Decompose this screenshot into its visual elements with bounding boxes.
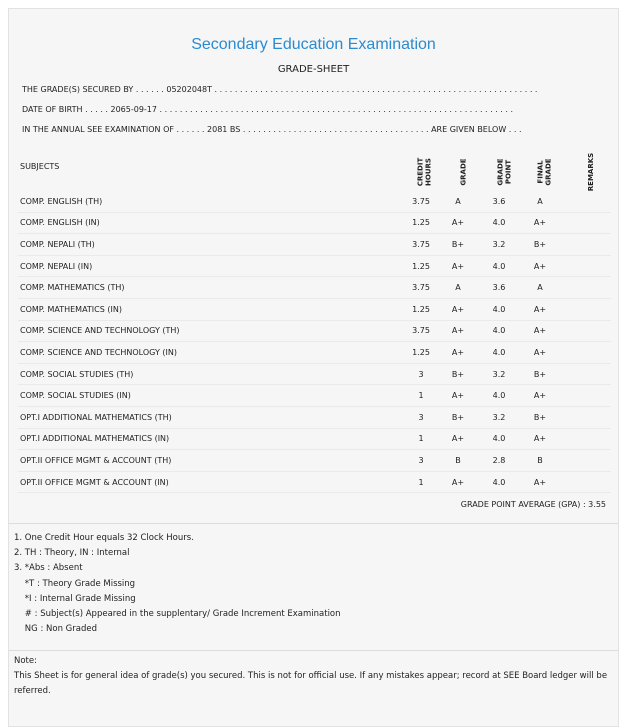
final-grade-cell: A <box>521 277 559 299</box>
table-row <box>18 385 611 407</box>
note-item: NG : Non Graded <box>14 624 97 635</box>
grades-table <box>18 191 611 493</box>
notes-list <box>14 531 341 637</box>
grade-point-cell: 4.0 <box>477 471 521 493</box>
grade-point-cell: 4.0 <box>477 298 521 320</box>
grade-cell: A <box>439 191 477 212</box>
subject-cell: COMP. SOCIAL STUDIES (TH) <box>18 363 403 385</box>
credit-hours-cell: 3.75 <box>403 191 439 212</box>
grade-cell: A+ <box>439 320 477 342</box>
table-row <box>18 406 611 428</box>
grade-cell: A+ <box>439 471 477 493</box>
page-title: Secondary Education Examination <box>191 36 436 53</box>
grade-point-cell: 3.2 <box>477 363 521 385</box>
credit-hours-cell: 1.25 <box>403 212 439 234</box>
table-row <box>18 298 611 320</box>
disclaimer <box>14 654 609 699</box>
grade-cell: A <box>439 277 477 299</box>
subject-cell: COMP. MATHEMATICS (TH) <box>18 277 403 299</box>
subject-cell: COMP. NEPALI (IN) <box>18 255 403 277</box>
grade-cell: A+ <box>439 298 477 320</box>
note-item: 2. TH : Theory, IN : Internal <box>14 548 130 559</box>
note-item: # : Subject(s) Appeared in the supplentary/ Grade Increment Examination <box>14 608 341 619</box>
grade-point-cell: 3.2 <box>477 234 521 256</box>
table-row <box>18 428 611 450</box>
final-grade-cell: B <box>521 450 559 472</box>
subject-cell: OPT.II OFFICE MGMT & ACCOUNT (IN) <box>18 471 403 493</box>
remarks-cell <box>559 406 611 428</box>
grade-point-cell: 4.0 <box>477 342 521 364</box>
final-grade-cell: A+ <box>521 385 559 407</box>
table-row <box>18 191 611 212</box>
remarks-cell <box>559 212 611 234</box>
subject-cell: OPT.I ADDITIONAL MATHEMATICS (TH) <box>18 406 403 428</box>
remarks-header: REMARKS <box>587 152 596 192</box>
remarks-cell <box>559 320 611 342</box>
grade-point-cell: 2.8 <box>477 450 521 472</box>
grade-header: GRADE <box>459 158 468 186</box>
remarks-cell <box>559 450 611 472</box>
final-grade-cell: B+ <box>521 363 559 385</box>
final-grade-cell: A+ <box>521 320 559 342</box>
gpa-value: GRADE POINT AVERAGE (GPA) : 3.55 <box>460 500 606 509</box>
remarks-cell <box>559 471 611 493</box>
credit-hours-cell: 3.75 <box>403 234 439 256</box>
subject-cell: OPT.II OFFICE MGMT & ACCOUNT (TH) <box>18 450 403 472</box>
grade-cell: B <box>439 450 477 472</box>
table-row <box>18 450 611 472</box>
grade-point-cell: 4.0 <box>477 320 521 342</box>
divider <box>9 523 618 524</box>
final-grade-cell: A+ <box>521 298 559 320</box>
subject-cell: COMP. SCIENCE AND TECHNOLOGY (TH) <box>18 320 403 342</box>
table-row <box>18 342 611 364</box>
sheet-subtitle: GRADE-SHEET <box>277 64 350 75</box>
remarks-cell <box>559 277 611 299</box>
table-row <box>18 471 611 493</box>
grade-cell: B+ <box>439 234 477 256</box>
grade-point-header: GRADE POINT <box>496 158 513 186</box>
final-grade-cell: A+ <box>521 428 559 450</box>
remarks-cell <box>559 363 611 385</box>
subject-cell: COMP. NEPALI (TH) <box>18 234 403 256</box>
exam-line: IN THE ANNUAL SEE EXAMINATION OF . . . . . . 2081 BS . . . . . . . . . . . . . . . . . . . . . . . . . . . . . . . . . . . . . ARE GIVEN BELOW . . . <box>22 125 522 134</box>
subject-cell: COMP. MATHEMATICS (IN) <box>18 298 403 320</box>
subject-cell: COMP. ENGLISH (TH) <box>18 191 403 212</box>
grade-cell: A+ <box>439 212 477 234</box>
credit-hours-cell: 3.75 <box>403 320 439 342</box>
credit-hours-cell: 1.25 <box>403 298 439 320</box>
grade-cell: A+ <box>439 385 477 407</box>
grade-cell: B+ <box>439 363 477 385</box>
grade-point-cell: 4.0 <box>477 255 521 277</box>
credit-hours-cell: 3 <box>403 363 439 385</box>
remarks-cell <box>559 234 611 256</box>
final-grade-cell: A+ <box>521 471 559 493</box>
note-item: 3. *Abs : Absent <box>14 563 83 574</box>
subject-cell: COMP. ENGLISH (IN) <box>18 212 403 234</box>
credit-hours-cell: 3 <box>403 406 439 428</box>
grade-point-cell: 3.2 <box>477 406 521 428</box>
table-row <box>18 277 611 299</box>
credit-hours-cell: 1.25 <box>403 255 439 277</box>
grade-point-cell: 3.6 <box>477 277 521 299</box>
final-grade-header: FINAL GRADE <box>536 158 553 186</box>
remarks-cell <box>559 255 611 277</box>
grade-cell: A+ <box>439 255 477 277</box>
table-row <box>18 234 611 256</box>
remarks-cell <box>559 191 611 212</box>
final-grade-cell: A <box>521 191 559 212</box>
table-row <box>18 363 611 385</box>
secured-by-line: THE GRADE(S) SECURED BY . . . . . . 05202048T . . . . . . . . . . . . . . . . . . . . . . . . . . . . . . . . . . . . . . . . . . . . . . . . . . . . . . . . . . . . . . . . <box>22 85 538 94</box>
credit-hours-cell: 3.75 <box>403 277 439 299</box>
subject-cell: COMP. SOCIAL STUDIES (IN) <box>18 385 403 407</box>
grade-point-cell: 4.0 <box>477 428 521 450</box>
grade-sheet <box>8 8 619 727</box>
grade-cell: A+ <box>439 428 477 450</box>
credit-hours-header: CREDIT HOURS <box>415 157 432 187</box>
final-grade-cell: A+ <box>521 342 559 364</box>
final-grade-cell: A+ <box>521 212 559 234</box>
grade-cell: B+ <box>439 406 477 428</box>
note-item: 1. One Credit Hour equals 32 Clock Hours. <box>14 533 194 543</box>
grade-point-cell: 3.6 <box>477 191 521 212</box>
subjects-header: SUBJECTS <box>20 162 60 171</box>
remarks-cell <box>559 428 611 450</box>
final-grade-cell: B+ <box>521 234 559 256</box>
table-row <box>18 320 611 342</box>
subject-cell: COMP. SCIENCE AND TECHNOLOGY (IN) <box>18 342 403 364</box>
divider <box>9 650 618 651</box>
note-label: Note: <box>14 656 37 666</box>
grade-point-cell: 4.0 <box>477 212 521 234</box>
note-text: This Sheet is for general idea of grade(s) you secured. This is not for official use. If any mistakes appear; record at SEE Board ledger will be referred. <box>14 671 608 696</box>
table-row <box>18 255 611 277</box>
grade-cell: A+ <box>439 342 477 364</box>
credit-hours-cell: 1 <box>403 428 439 450</box>
note-item: *T : Theory Grade Missing <box>14 578 136 589</box>
credit-hours-cell: 3 <box>403 450 439 472</box>
note-item: *I : Internal Grade Missing <box>14 593 136 604</box>
remarks-cell <box>559 342 611 364</box>
final-grade-cell: B+ <box>521 406 559 428</box>
subject-cell: OPT.I ADDITIONAL MATHEMATICS (IN) <box>18 428 403 450</box>
table-row <box>18 212 611 234</box>
final-grade-cell: A+ <box>521 255 559 277</box>
credit-hours-cell: 1 <box>403 385 439 407</box>
credit-hours-cell: 1.25 <box>403 342 439 364</box>
date-of-birth-line: DATE OF BIRTH . . . . . 2065-09-17 . . . . . . . . . . . . . . . . . . . . . . . . . . . . . . . . . . . . . . . . . . . . . . . . . . . . . . . . . . . . . . . . . . . . . . <box>22 105 514 114</box>
grade-point-cell: 4.0 <box>477 385 521 407</box>
remarks-cell <box>559 385 611 407</box>
remarks-cell <box>559 298 611 320</box>
credit-hours-cell: 1 <box>403 471 439 493</box>
